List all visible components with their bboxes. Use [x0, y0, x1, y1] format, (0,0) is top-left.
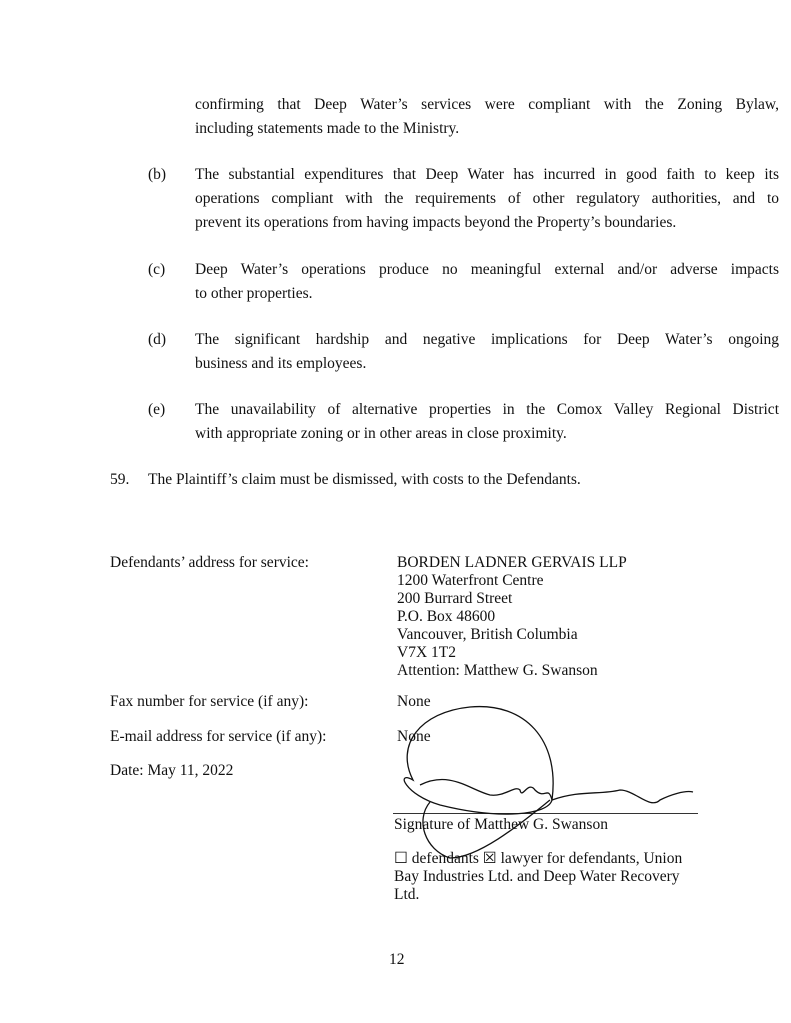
email-label: E-mail address for service (if any):: [110, 728, 327, 745]
address-line: P.O. Box 48600: [397, 608, 496, 625]
item-line: to other properties.: [195, 285, 313, 302]
role-line: Bay Industries Ltd. and Deep Water Recovery: [394, 868, 680, 885]
item-label: (d): [148, 331, 167, 348]
fax-value: None: [397, 693, 431, 710]
role-line: Ltd.: [394, 886, 420, 903]
paragraph-text: The Plaintiff’s claim must be dismissed, with costs to the Defendants.: [148, 471, 581, 488]
checkbox-lawyer-checked[interactable]: ☒: [482, 850, 497, 867]
item-label: (b): [148, 166, 167, 183]
page-number: 12: [389, 951, 405, 968]
item-line: business and its employees.: [195, 355, 367, 372]
signature-caption: Signature of Matthew G. Swanson: [394, 816, 608, 833]
checkbox-defendants-label: defendants: [411, 850, 479, 867]
address-label: Defendants’ address for service:: [110, 554, 309, 571]
date-label: Date: May 11, 2022: [110, 762, 234, 779]
item-line: The unavailability of alternative properties in the Comox Valley Regional District: [195, 401, 779, 418]
item-line: Deep Water’s operations produce no meaningful external and/or adverse impacts: [195, 261, 779, 278]
address-line: BORDEN LADNER GERVAIS LLP: [397, 554, 627, 571]
role-text: lawyer for defendants, Union: [500, 850, 683, 867]
fax-label: Fax number for service (if any):: [110, 693, 309, 710]
checkbox-defendants[interactable]: ☐: [394, 850, 408, 867]
address-line: Vancouver, British Columbia: [397, 626, 578, 643]
address-line: V7X 1T2: [397, 644, 456, 661]
continuation-line: confirming that Deep Water’s services were compliant with the Zoning Bylaw,: [195, 96, 779, 113]
item-label: (e): [148, 401, 166, 418]
item-line: prevent its operations from having impacts beyond the Property’s boundaries.: [195, 214, 677, 231]
item-line: with appropriate zoning or in other areas in close proximity.: [195, 425, 567, 442]
item-line: The significant hardship and negative implications for Deep Water’s ongoing: [195, 331, 779, 348]
item-label: (c): [148, 261, 166, 278]
continuation-line: including statements made to the Ministry.: [195, 120, 460, 137]
email-value: None: [397, 728, 431, 745]
address-line: 1200 Waterfront Centre: [397, 572, 544, 589]
address-line: 200 Burrard Street: [397, 590, 513, 607]
item-line: operations compliant with the requirements of other regulatory authorities, and to: [195, 190, 779, 207]
item-line: The substantial expenditures that Deep Water has incurred in good faith to keep its: [195, 166, 779, 183]
address-line: Attention: Matthew G. Swanson: [397, 662, 598, 679]
paragraph-number: 59.: [110, 471, 130, 488]
